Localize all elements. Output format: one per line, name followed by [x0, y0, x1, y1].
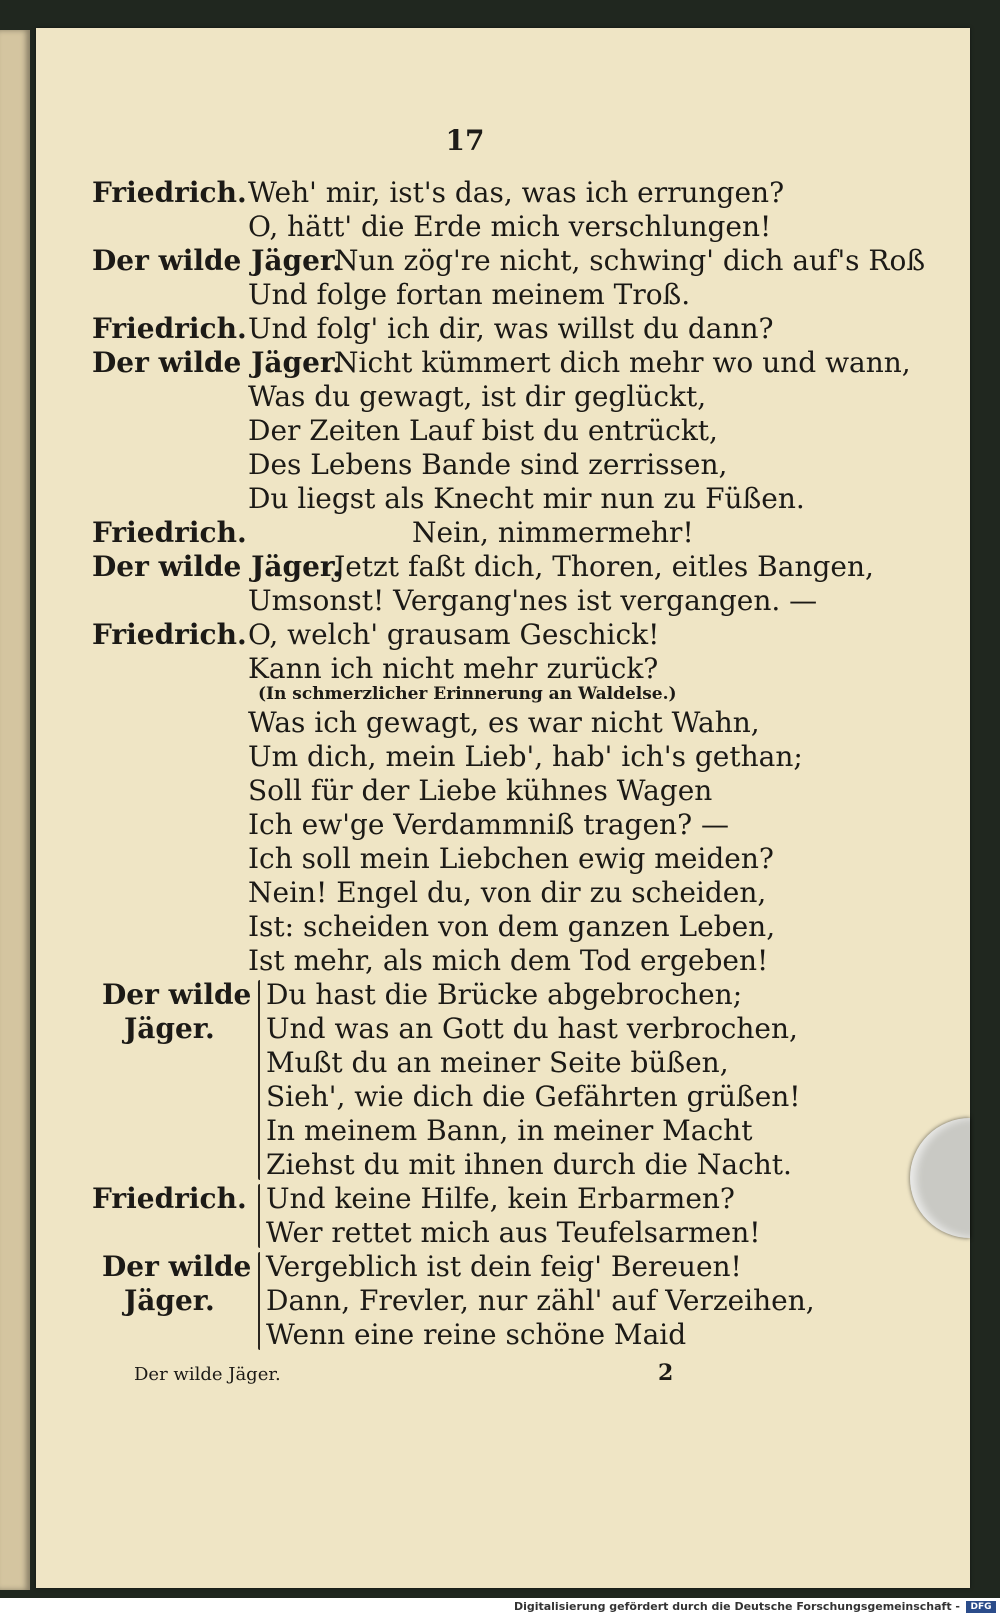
verse-line: Und was an Gott du hast verbrochen, [266, 1012, 798, 1045]
verse-line: Nicht kümmert dich mehr wo und wann, [334, 346, 911, 379]
verse-line: Ziehst du mit ihnen durch die Nacht. [266, 1148, 792, 1181]
verse-line: Soll für der Liebe kühnes Wagen [248, 774, 713, 807]
verse-line: Und keine Hilfe, kein Erbarmen? [266, 1182, 735, 1215]
verse-line: Nein, nimmermehr! [412, 516, 694, 549]
sheet-number: 2 [658, 1360, 674, 1386]
speaker-label: Friedrich. [92, 618, 247, 651]
verse-line: Du hast die Brücke abgebrochen; [266, 978, 743, 1011]
verse-line: Ist: scheiden von dem ganzen Leben, [248, 910, 776, 943]
speaker-label: Jäger. [124, 1284, 215, 1317]
verse-line: Ist mehr, als mich dem Tod ergeben! [248, 944, 769, 977]
verse-line: Was ich gewagt, es war nicht Wahn, [248, 706, 760, 739]
speaker-label: Friedrich. [92, 516, 247, 549]
verse-line: Kann ich nicht mehr zurück? [248, 652, 659, 685]
page-number: 17 [445, 124, 485, 157]
speaker-label: Der wilde Jäger. [92, 244, 342, 277]
speaker-label: Der wilde [102, 978, 252, 1011]
dfg-logo-icon: DFG [966, 1601, 996, 1613]
speaker-label: Der wilde [102, 1250, 252, 1283]
speaker-label: Jäger. [124, 1012, 215, 1045]
speaker-bracket [258, 1252, 260, 1350]
verse-line: O, hätt' die Erde mich verschlungen! [248, 210, 772, 243]
verse-line: Sieh', wie dich die Gefährten grüßen! [266, 1080, 801, 1113]
verse-line: Wer rettet mich aus Teufelsarmen! [266, 1216, 761, 1249]
credit-bar [0, 1598, 1000, 1616]
speaker-label: Friedrich. [92, 312, 247, 345]
verse-line: Wenn eine reine schöne Maid [266, 1318, 687, 1351]
verse-line: Um dich, mein Lieb', hab' ich's gethan; [248, 740, 803, 773]
credit-text: Digitalisierung gefördert durch die Deutsche Forschungsgemeinschaft - [513, 1600, 960, 1613]
verse-line: Vergeblich ist dein feig' Bereuen! [266, 1250, 742, 1283]
speaker-label: Der wilde Jäger. [92, 346, 342, 379]
stage-direction: (In schmerzlicher Erinnerung an Waldelse.) [258, 684, 677, 704]
verse-line: Du liegst als Knecht mir nun zu Füßen. [248, 482, 805, 515]
adjacent-page-edge [0, 30, 30, 1590]
verse-line: Jetzt faßt dich, Thoren, eitles Bangen, [334, 550, 874, 583]
speaker-label: Friedrich. [92, 1182, 247, 1215]
verse-line: Nun zög're nicht, schwing' dich auf's Roß [334, 244, 926, 277]
verse-line: Der Zeiten Lauf bist du entrückt, [248, 414, 718, 447]
verse-line: Ich ew'ge Verdammniß tragen? — [248, 808, 729, 841]
verse-line: Was du gewagt, ist dir geglückt, [248, 380, 707, 413]
speaker-label: Der wilde Jäger. [92, 550, 342, 583]
book-page [36, 28, 970, 1588]
verse-line: Umsonst! Vergang'nes ist vergangen. — [248, 584, 818, 617]
signature-mark: Der wilde Jäger. [134, 1364, 281, 1385]
verse-line: Mußt du an meiner Seite büßen, [266, 1046, 729, 1079]
verse-line: Und folge fortan meinem Troß. [248, 278, 691, 311]
verse-line: Ich soll mein Liebchen ewig meiden? [248, 842, 774, 875]
speaker-label: Friedrich. [92, 176, 247, 209]
verse-line: In meinem Bann, in meiner Macht [266, 1114, 753, 1147]
verse-line: Dann, Frevler, nur zähl' auf Verzeihen, [266, 1284, 815, 1317]
verse-line: Und folg' ich dir, was willst du dann? [248, 312, 774, 345]
speaker-bracket [258, 1184, 260, 1248]
speaker-bracket [258, 980, 260, 1180]
verse-line: O, welch' grausam Geschick! [248, 618, 660, 651]
verse-line: Des Lebens Bande sind zerrissen, [248, 448, 728, 481]
verse-line: Nein! Engel du, von dir zu scheiden, [248, 876, 767, 909]
verse-line: Weh' mir, ist's das, was ich errungen? [248, 176, 785, 209]
